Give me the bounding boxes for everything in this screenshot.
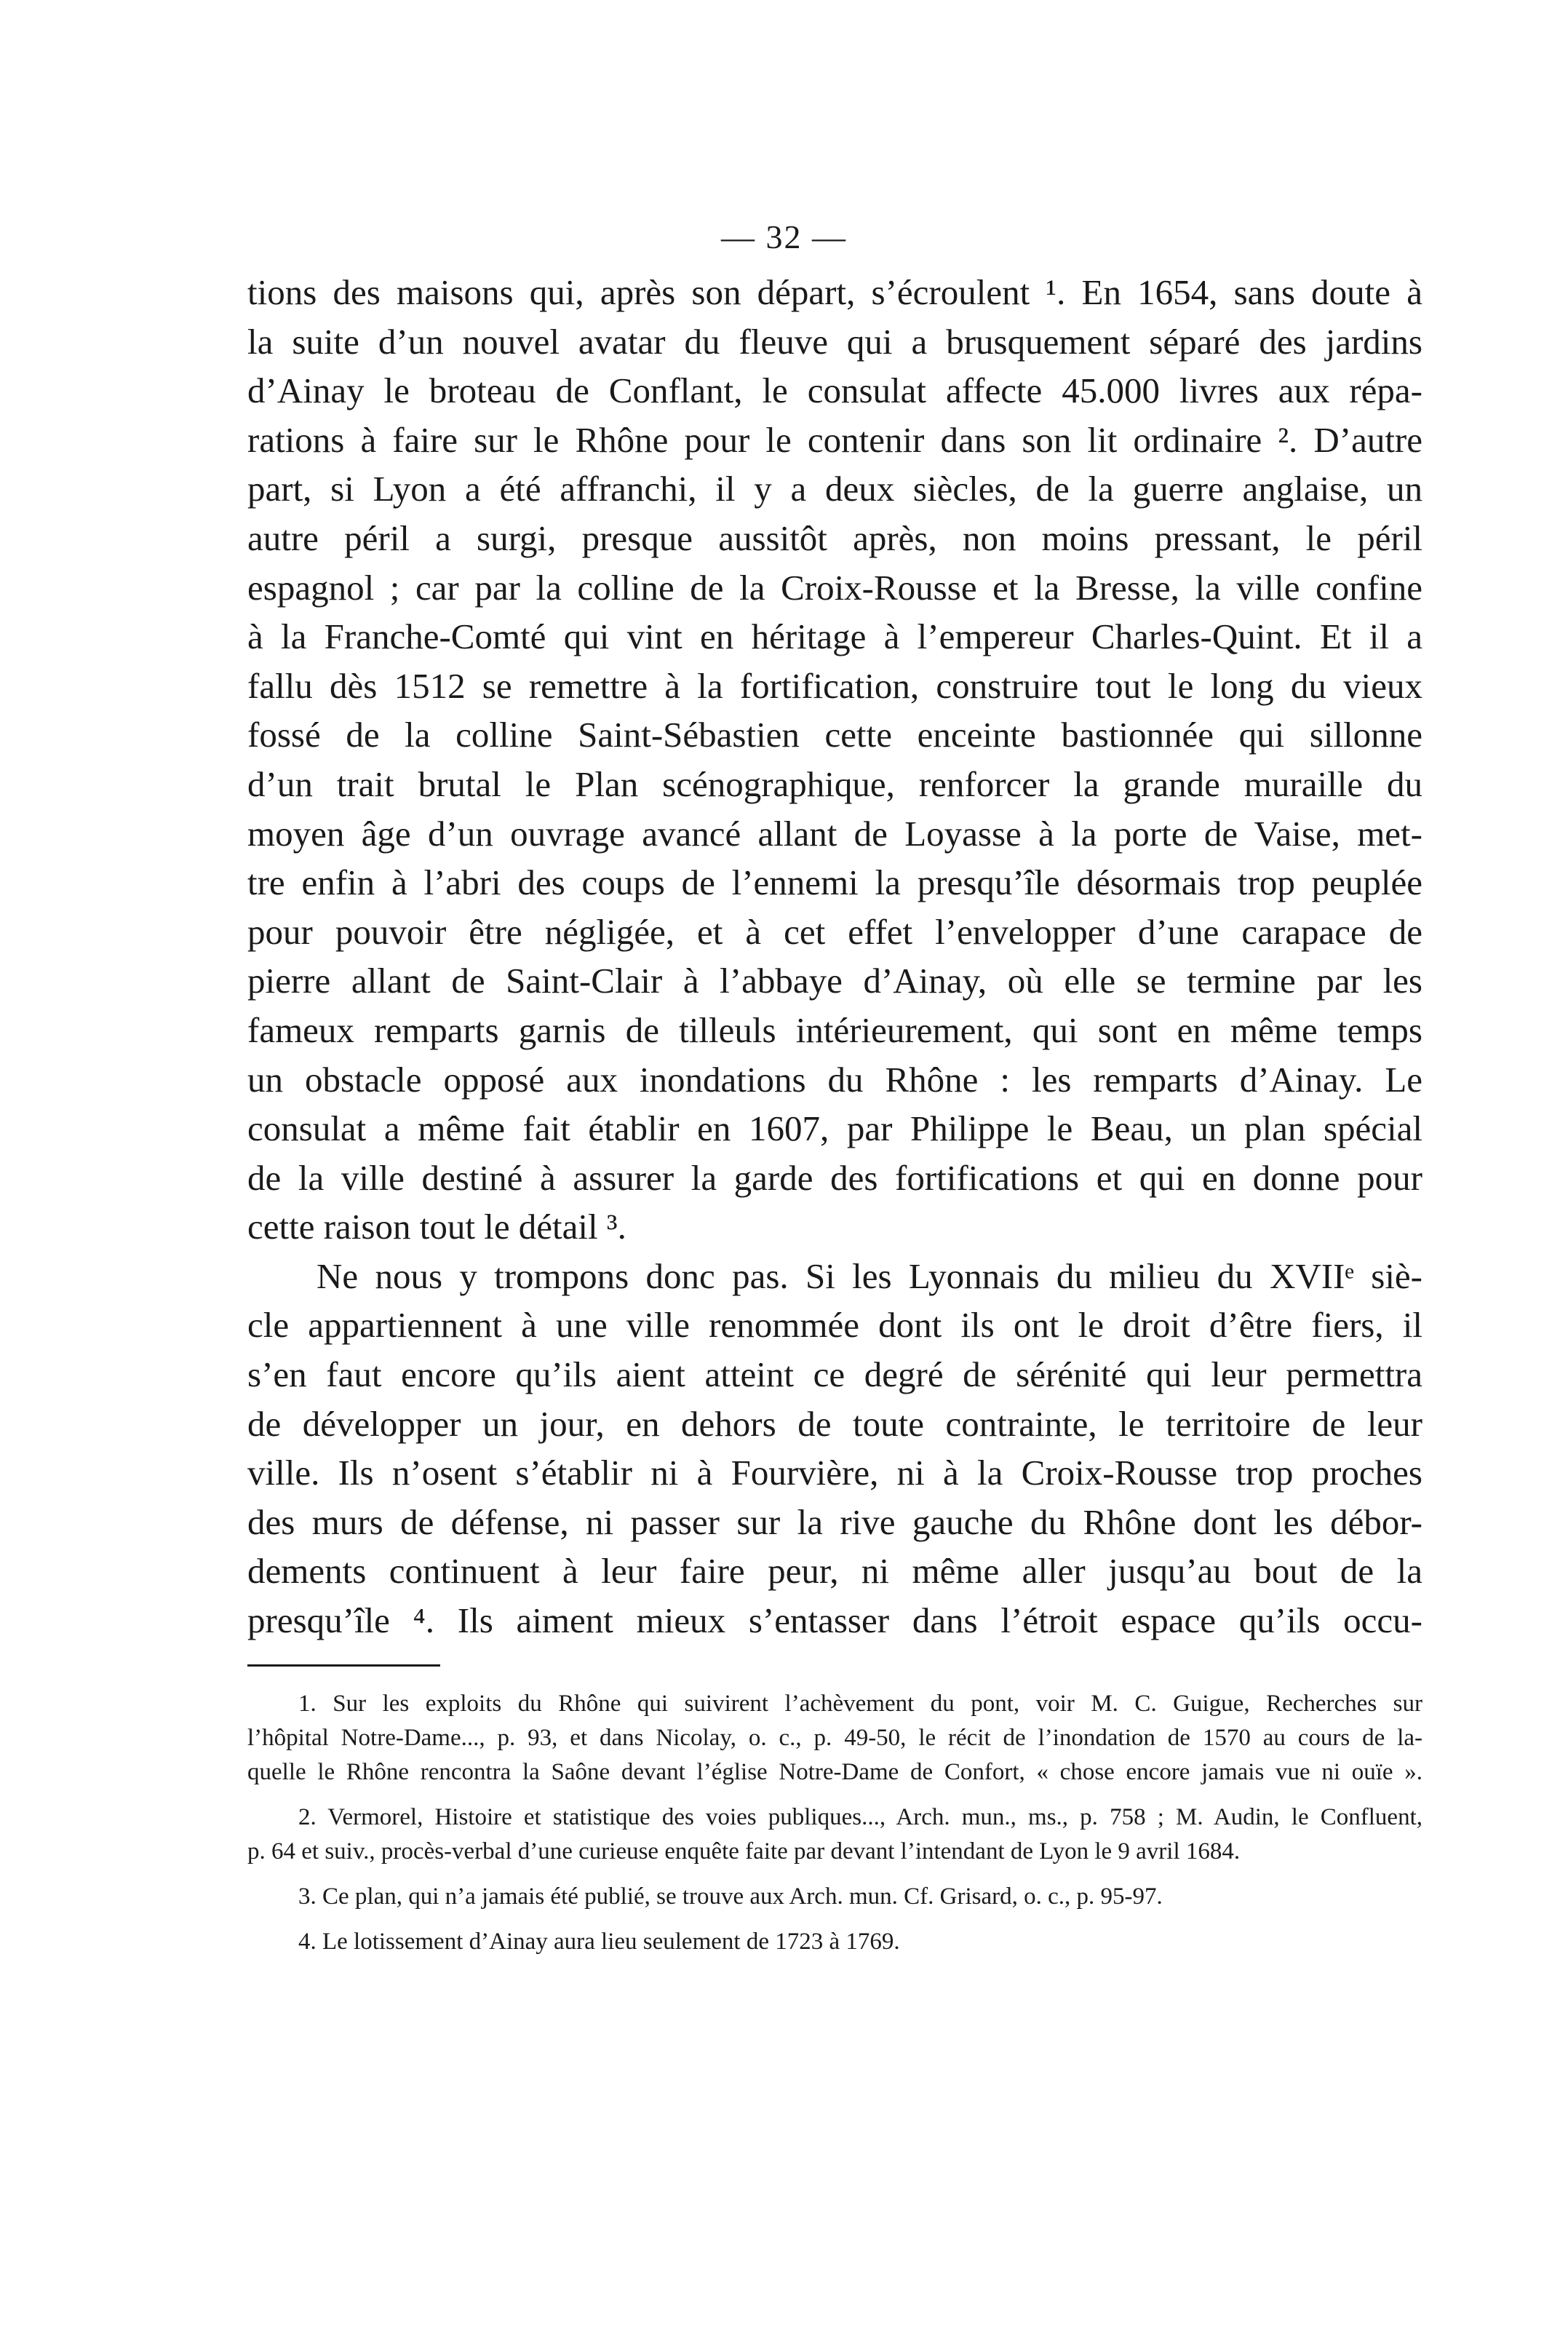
text-line: de développer un jour, en dehors de toute contrainte, le territoire de leur [247,1403,1422,1444]
footnote-divider [247,1664,440,1667]
footnote-line: 1. Sur les exploits du Rhône qui suivirent l’achèvement du pont, voir M. C. Guigue, Recherches sur [298,1691,1422,1717]
text-line: moyen âge d’un ouvrage avancé allant de Loyasse à la porte de Vaise, met- [247,813,1422,854]
text-line: ville. Ils n’osent s’établir ni à Fourvière, ni à la Croix-Rousse trop proches [247,1453,1422,1493]
text-line: consulat a même fait établir en 1607, par Philippe le Beau, un plan spécial [247,1108,1422,1149]
text-line: cle appartiennent à une ville renommée dont ils ont le droit d’être fiers, il [247,1305,1422,1346]
text-line: tions des maisons qui, après son départ, s’écroulent ¹. En 1654, sans doute à [247,272,1422,312]
text-line: un obstacle opposé aux inondations du Rhône : les remparts d’Ainay. Le [247,1059,1422,1100]
text-line: fossé de la colline Saint-Sébastien cette enceinte bastionnée qui sillonne [247,715,1422,755]
text-line: s’en faut encore qu’ils aient atteint ce degré de sérénité qui leur permettra [247,1354,1422,1395]
text-line: dements continuent à leur faire peur, ni même aller jusqu’au bout de la [247,1551,1422,1592]
text-line: fameux remparts garnis de tilleuls intérieurement, qui sont en même temps [247,1009,1422,1050]
text-line: d’un trait brutal le Plan scénographique, renforcer la grande muraille du [247,763,1422,804]
text-line: pour pouvoir être négligée, et à cet effet l’envelopper d’une carapace de [247,911,1422,952]
page-number: — 32 — [721,218,847,255]
text-line: espagnol ; car par la colline de la Croix-Rousse et la Bresse, la ville confine [247,567,1422,608]
footnote-line: p. 64 et suiv., procès-verbal d’une curieuse enquête faite par devant l’intendant de Lyon le 9 avril 1684. [247,1838,1241,1865]
text-line: fallu dès 1512 se remettre à la fortification, construire tout le long du vieux [247,665,1422,706]
footnote-line: 3. Ce plan, qui n’a jamais été publié, se trouve aux Arch. mun. Cf. Grisard, o. c., p. 95-97. [298,1883,1163,1910]
text-line: la suite d’un nouvel avatar du fleuve qui a brusquement séparé des jardins [247,321,1422,362]
text-line: d’Ainay le broteau de Conflant, le consulat affecte 45.000 livres aux répa- [247,370,1422,411]
paragraph-2 [247,1252,1422,1645]
text-line: à la Franche-Comté qui vint en héritage à l’empereur Charles-Quint. Et il a [247,616,1422,657]
text-line: part, si Lyon a été affranchi, il y a deux siècles, de la guerre anglaise, un [247,469,1422,509]
footnotes [247,1687,1422,1970]
text-line: autre péril a surgi, presque aussitôt après, non moins pressant, le péril [247,517,1422,558]
text-line: pierre allant de Saint-Clair à l’abbaye d’Ainay, où elle se termine par les [247,961,1422,1001]
footnote-line: 4. Le lotissement d’Ainay aura lieu seulement de 1723 à 1769. [298,1929,900,1955]
footnote-3 [247,1880,1422,1914]
footnote-line: l’hôpital Notre-Dame..., p. 93, et dans Nicolay, o. c., p. 49-50, le récit de l’inondation de 1570 au cours de la- [247,1725,1422,1751]
body-text [247,268,1422,1645]
text-line: Ne nous y trompons donc pas. Si les Lyonnais du milieu du XVIIᵉ siè- [317,1255,1422,1296]
footnote-2 [247,1800,1422,1869]
text-line: rations à faire sur le Rhône pour le contenir dans son lit ordinaire ². D’autre [247,419,1422,460]
footnote-line: quelle le Rhône rencontra la Saône devant l’église Notre-Dame de Confort, « chose encore jamais vue ni ouïe ». [247,1759,1422,1785]
paragraph-1 [247,268,1422,1252]
text-line: tre enfin à l’abri des coups de l’ennemi la presqu’île désormais trop peuplée [247,862,1422,903]
text-line: presqu’île ⁴. Ils aiment mieux s’entasser dans l’étroit espace qu’ils occu- [247,1600,1422,1641]
text-line: cette raison tout le détail ³. [247,1207,626,1247]
text-line: de la ville destiné à assurer la garde des fortifications et qui en donne pour [247,1157,1422,1198]
footnote-line: 2. Vermorel, Histoire et statistique des voies publiques..., Arch. mun., ms., p. 758 ; M. Audin, le Confluent, [298,1804,1422,1830]
text-line: des murs de défense, ni passer sur la rive gauche du Rhône dont les débor- [247,1501,1422,1542]
footnote-4 [247,1925,1422,1959]
footnote-1 [247,1687,1422,1790]
